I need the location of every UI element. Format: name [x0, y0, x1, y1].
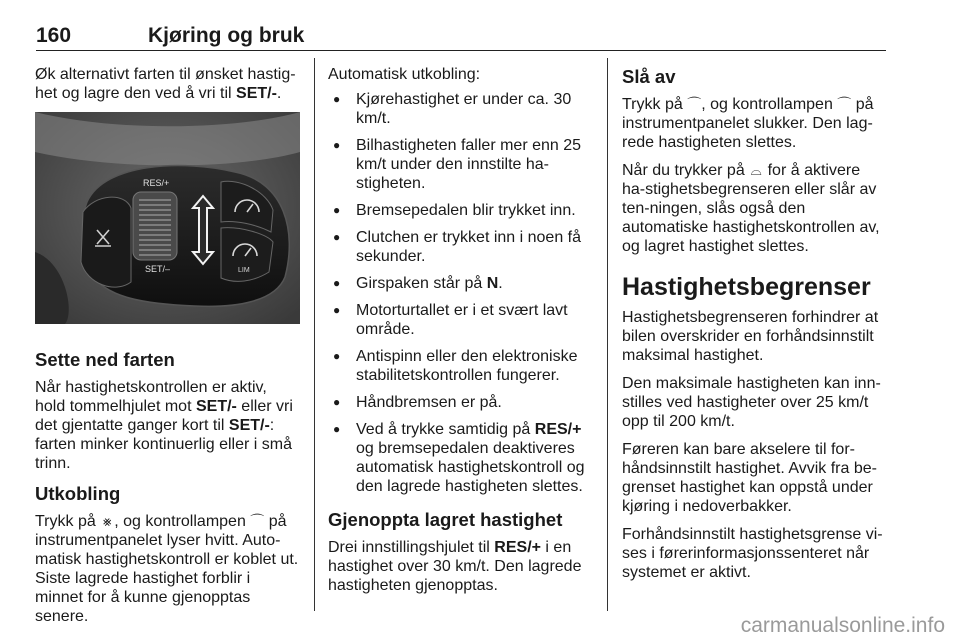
page-number: 160 — [36, 24, 72, 47]
list-item: ● Kjørehastighet er under ca. 30 km/t. — [328, 90, 590, 128]
list-item: ● Antispinn eller den elektroniske stabilitetskontrollen fungerer. — [328, 347, 590, 385]
column-3 — [622, 65, 886, 591]
cruise-control-icon: ⌒ — [687, 96, 702, 112]
cruise-control-lamp-icon: ⌒ — [837, 96, 852, 112]
gjenoppta-paragraph: Drei innstillingshjulet til RES/+ i en hastighet over 30 km/t. Den lagrede hastigheten gjenopptas. — [328, 539, 582, 594]
begrenser-paragraph-4: Forhåndsinnstilt hastighetsgrense vi-ses i førerinformasjonssenteret når systemet er aktivt. — [622, 526, 883, 581]
list-item: ● Håndbremsen er på. — [328, 393, 590, 412]
section-heading-utkobling: Utkobling — [35, 483, 121, 504]
speed-limiter-icon: ⌓ — [750, 162, 762, 178]
steering-wheel-controls-photo — [35, 112, 300, 324]
section-heading-hastighetsbegrenser: Hastighetsbegrenser — [622, 273, 871, 301]
column-2 — [328, 65, 590, 604]
list-item: ● Clutchen er trykket inn i noen få sekunder. — [328, 228, 590, 266]
chapter-title: Kjøring og bruk — [148, 24, 305, 47]
utkobling-paragraph: Trykk på ⨳ , og kontrollampen ⌒ på instrumentpanelet lyser hvitt. Auto-matisk hastighetskontroll er koblet ut. Siste lagrede hastighet forblir i minnet for å kunne gjenopptas senere. — [35, 513, 299, 625]
list-item: ● Girspaken står på N. — [328, 274, 590, 293]
auto-utkobling-title: Automatisk utkobling: — [328, 66, 481, 83]
watermark: carmanualsonline.info — [740, 614, 945, 637]
section-heading-sette-ned-farten: Sette ned farten — [35, 349, 175, 370]
list-item: ● Motorturtallet er i et svært lavt område. — [328, 301, 590, 339]
cancel-speed-icon: ⨳ — [102, 513, 112, 529]
column-divider-2 — [607, 58, 608, 611]
column-1 — [35, 65, 300, 635]
lim-label: LIM — [238, 267, 250, 274]
begrenser-paragraph-1: Hastighetsbegrenseren forhindrer at bilen overskrider en forhåndsinnstilt maksimal hastighet. — [622, 309, 879, 364]
auto-utkobling-list — [328, 90, 590, 496]
res-label: RES/+ — [143, 178, 170, 188]
begrenser-paragraph-2: Den maksimale hastigheten kan inn-stilles ved hastigheter over 25 km/t opp til 200 km/t. — [622, 375, 881, 430]
begrenser-paragraph-3: Føreren kan bare akselere til for-håndsinnstilt hastighet. Avvik fra be-grenset hastighet kan oppstå under kjøring i nedoverbakker. — [622, 441, 877, 515]
list-item: ● Ved å trykke samtidig på RES/+ og bremsepedalen deaktiveres automatisk hastighetskontroll og den lagrede hastigheten slettes. — [328, 420, 590, 496]
section-heading-sla-av: Slå av — [622, 66, 676, 87]
list-item: ● Bremsepedalen blir trykket inn. — [328, 201, 590, 220]
set-label: SET/– — [145, 264, 171, 274]
column-divider-1 — [314, 58, 315, 611]
page-header — [36, 0, 886, 51]
intro-paragraph: Øk alternativt farten til ønsket hastig-het og lagre den ved å vri til SET/-. — [35, 66, 296, 102]
sla-av-paragraph-1: Trykk på ⌒, og kontrollampen ⌒ på instrumentpanelet slukker. Den lag-rede hastigheten slettes. — [622, 96, 874, 151]
cruise-control-lamp-icon: ⌒ — [250, 513, 265, 529]
list-item: ● Bilhastigheten faller mer enn 25 km/t under den innstilte ha-stigheten. — [328, 136, 590, 193]
sette-ned-paragraph: Når hastighetskontrollen er aktiv, hold tommelhjulet mot SET/- eller vri det gjentatte ganger kort til SET/-: farten minker kontinuerlig eller i små trinn. — [35, 379, 293, 472]
sla-av-paragraph-2: Når du trykker på ⌓ for å aktivere ha-stighetsbegrenseren eller slår av ten-ningen, slås også den automatiske hastighetskontrollen av, og lagret hastighet slettes. — [622, 162, 880, 255]
section-heading-gjenoppta: Gjenoppta lagret hastighet — [328, 509, 563, 530]
